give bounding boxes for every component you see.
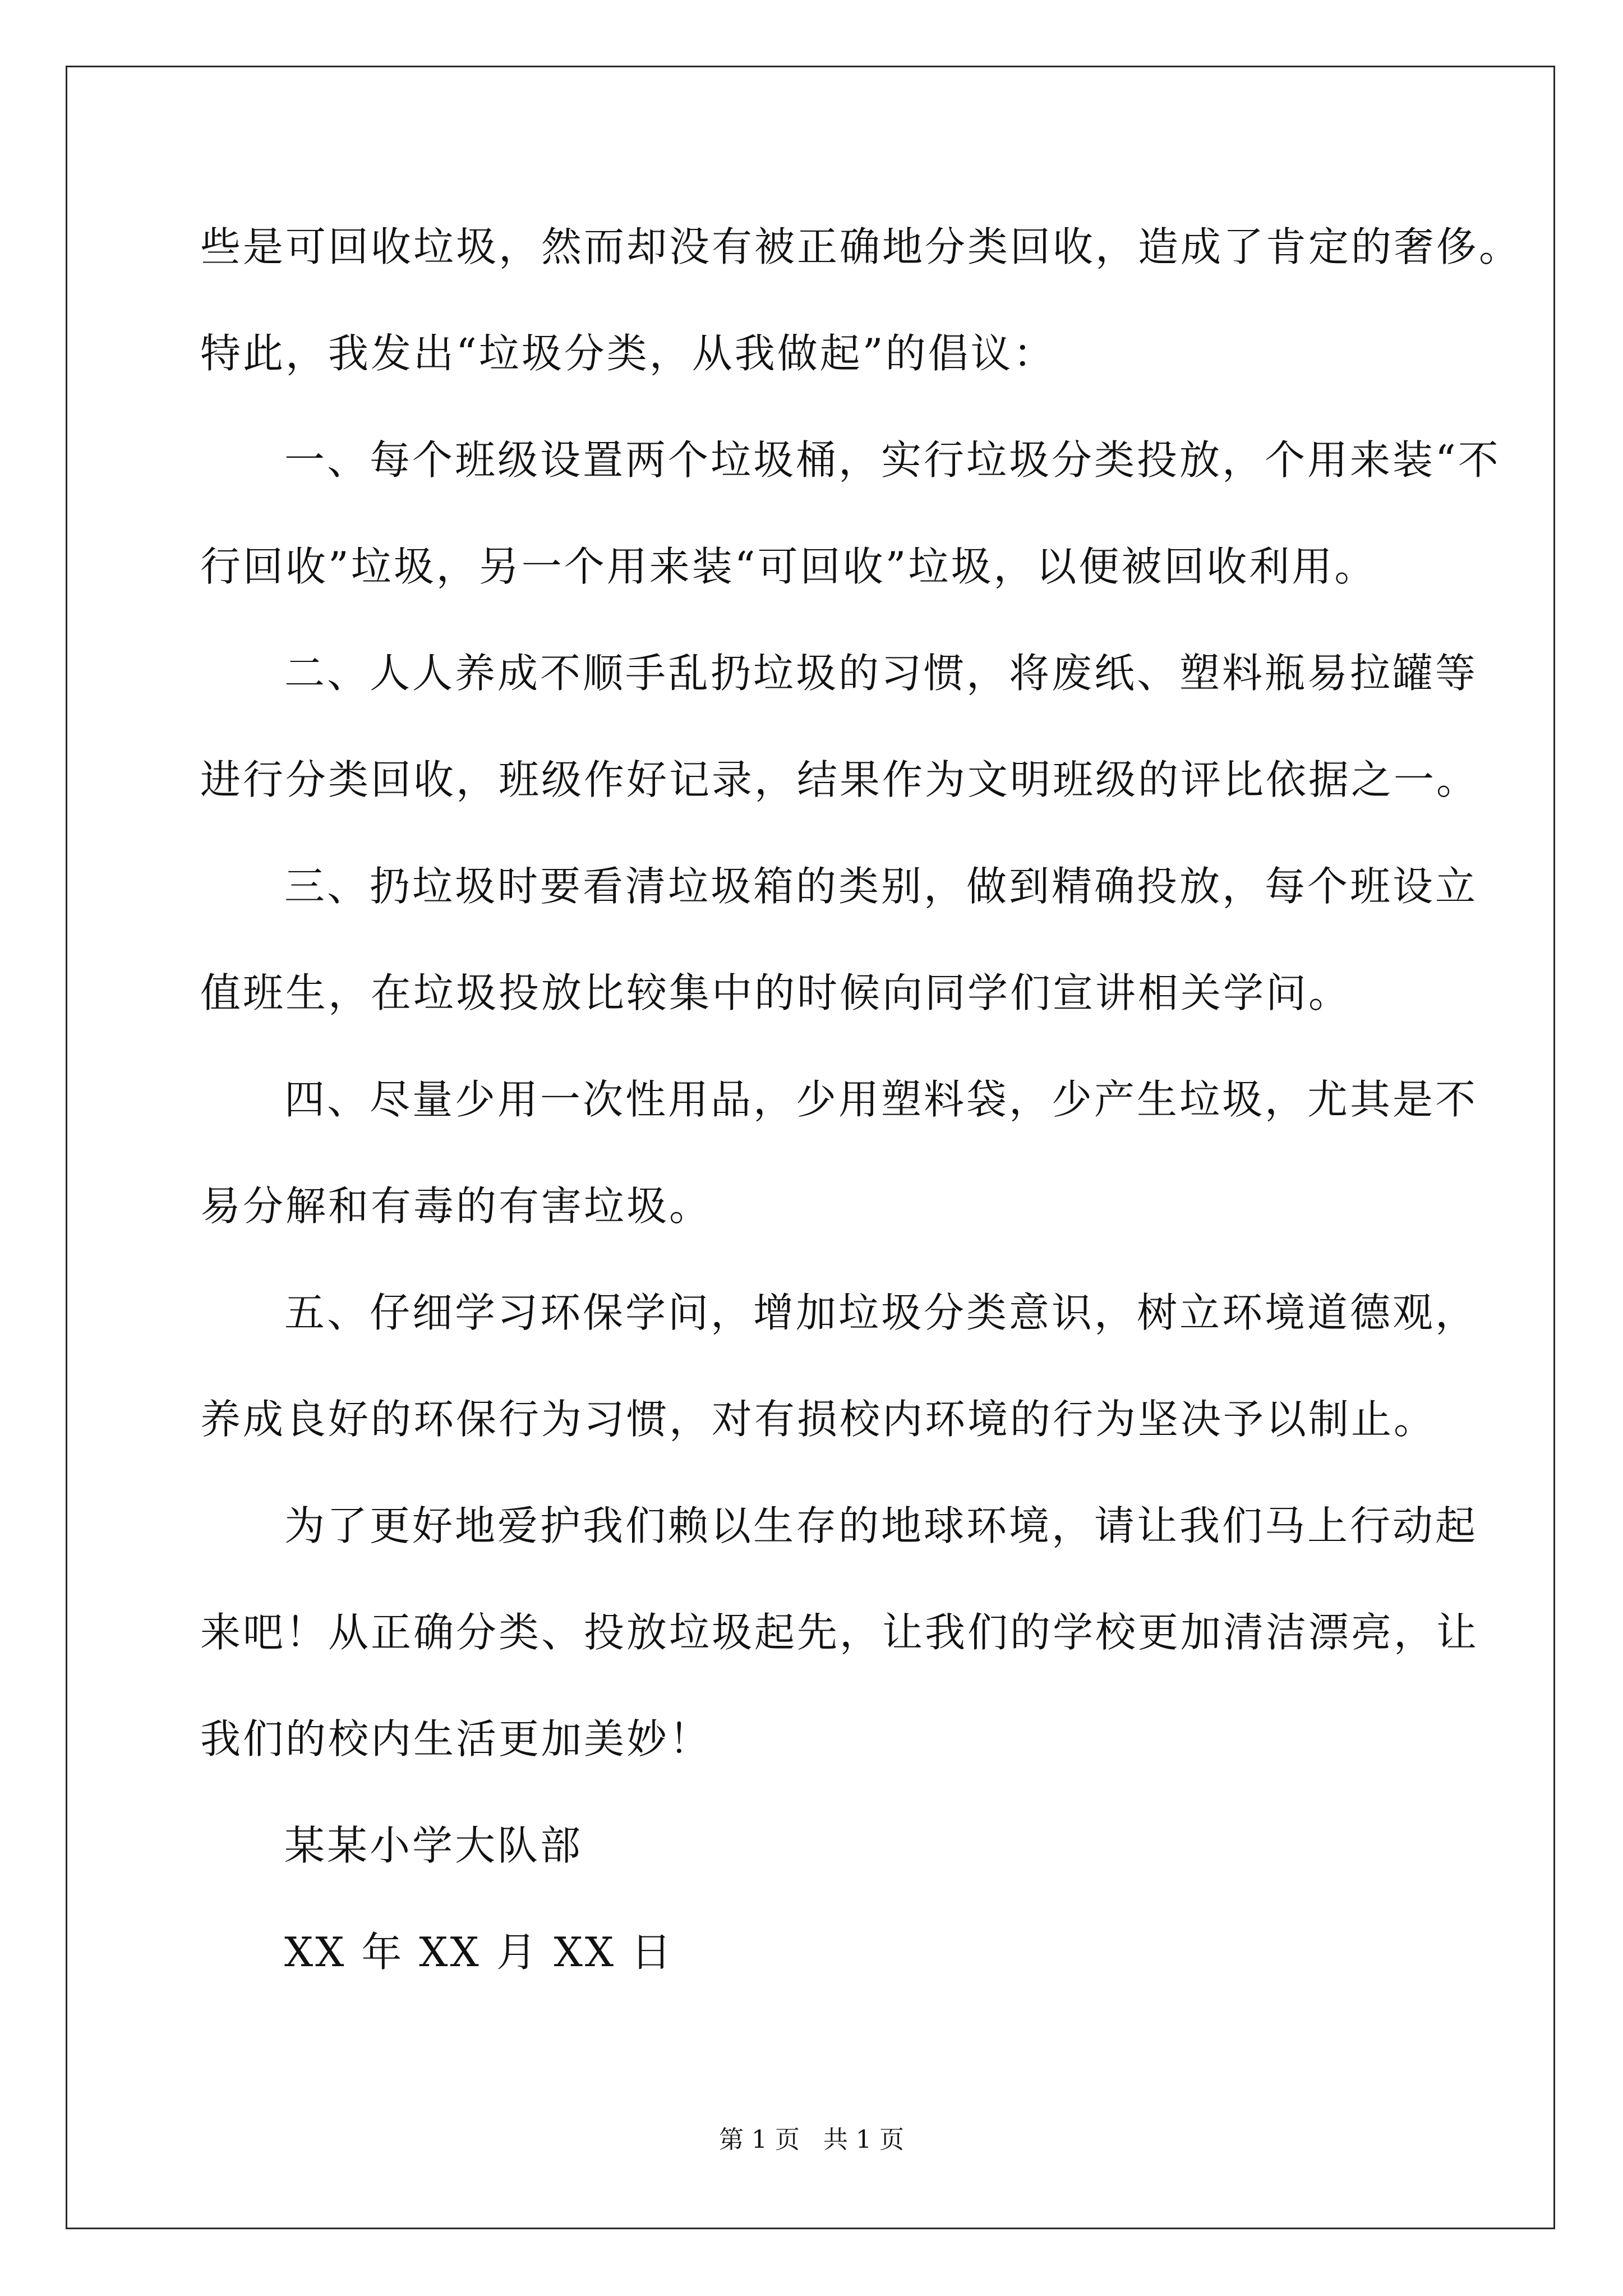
page-border xyxy=(66,66,1555,2229)
paragraph-4-line-2: 易分解和有毒的有害垃圾。 xyxy=(200,1182,712,1230)
paragraph-1-line-2: 行回收”垃圾，另一个用来装“可回收”垃圾，以便被回收利用。 xyxy=(200,543,1377,590)
closing-line-1: 为了更好地爱护我们赖以生存的地球环境，请让我们马上行动起 xyxy=(284,1502,1478,1549)
paragraph-3-line-2: 值班生，在垃圾投放比较集中的时候向同学们宣讲相关学问。 xyxy=(200,969,1352,1016)
paragraph-5-line-1: 五、仔细学习环保学问，增加垃圾分类意识，树立环境道德观， xyxy=(284,1289,1478,1336)
paragraph-4-line-1: 四、尽量少用一次性用品，少用塑料袋，少产生垃圾，尤其是不 xyxy=(284,1076,1478,1123)
closing-line-2: 来吧！从正确分类、投放垃圾起先，让我们的学校更加清洁漂亮，让 xyxy=(200,1609,1479,1656)
signature-organization: 某某小学大队部 xyxy=(284,1822,583,1869)
paragraph-5-line-2: 养成良好的环保行为习惯，对有损校内环境的行为坚决予以制止。 xyxy=(200,1396,1437,1443)
signature-date: XX 年 XX 月 XX 日 xyxy=(284,1929,674,1976)
text-line: 特此，我发出“垃圾分类，从我做起”的倡议： xyxy=(200,330,1056,377)
text-line: 些是可回收垃圾，然而却没有被正确地分类回收，造成了肯定的奢侈。 xyxy=(200,223,1522,270)
page-footer: 第 1 页 共 1 页 xyxy=(719,2125,904,2154)
paragraph-1-line-1: 一、每个班级设置两个垃圾桶，实行垃圾分类投放，个用来装“不 xyxy=(284,436,1501,484)
paragraph-2-line-1: 二、人人养成不顺手乱扔垃圾的习惯，将废纸、塑料瓶易拉罐等 xyxy=(284,650,1478,697)
closing-line-3: 我们的校内生活更加美妙！ xyxy=(200,1715,712,1763)
paragraph-3-line-1: 三、扔垃圾时要看清垃圾箱的类别，做到精确投放，每个班设立 xyxy=(284,863,1478,910)
paragraph-2-line-2: 进行分类回收，班级作好记录，结果作为文明班级的评比依据之一。 xyxy=(200,756,1479,803)
